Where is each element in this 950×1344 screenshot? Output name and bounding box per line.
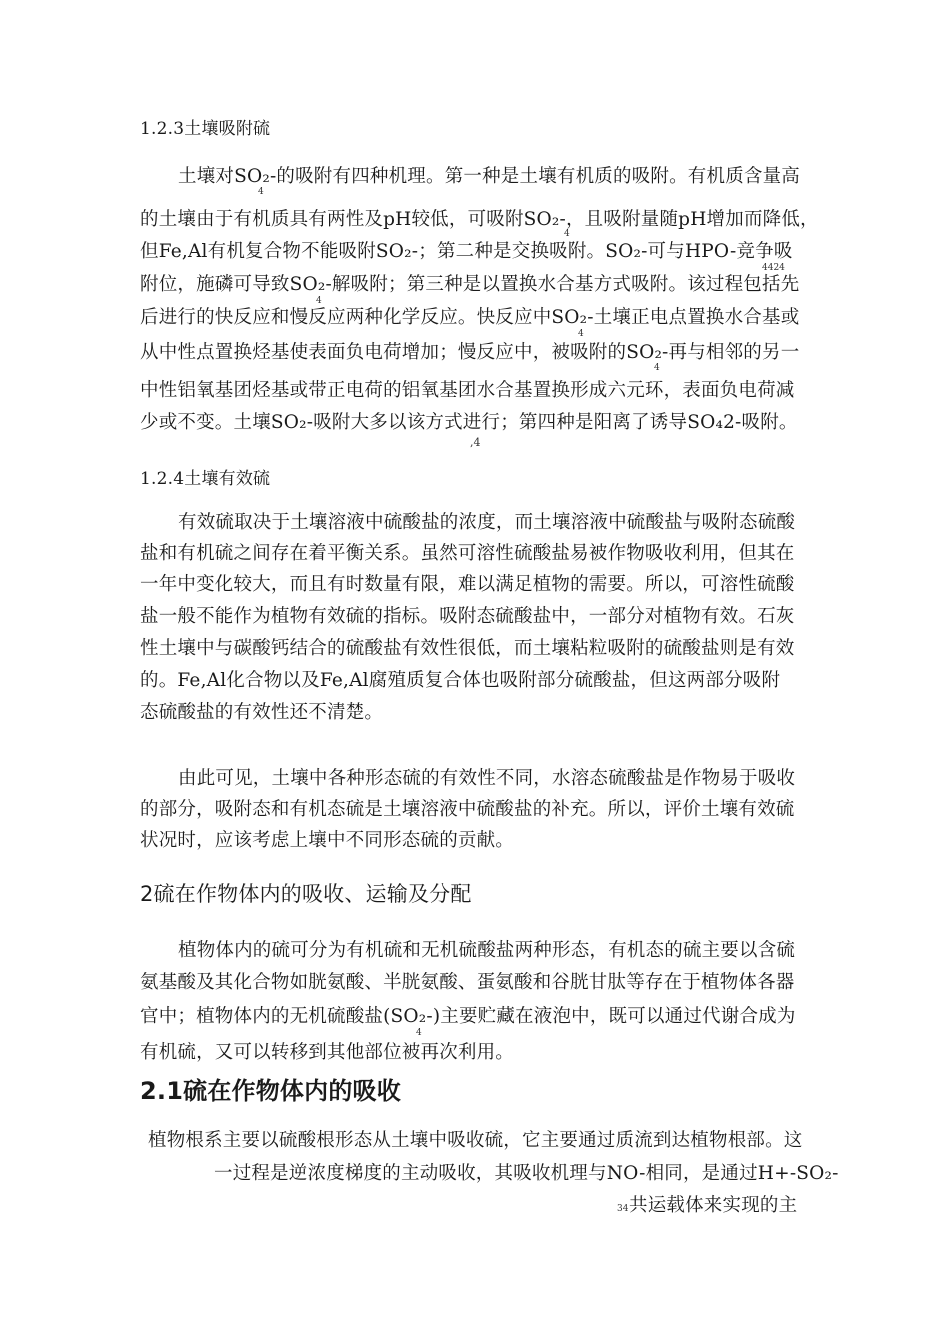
paragraph-line: 官中；植物体内的无机硫酸盐(SO₂-)主要贮藏在液泡中，既可以通过代谢合成为 [140, 1006, 796, 1027]
paragraph-line: 的部分，吸附态和有机态硫是土壤溶液中硫酸盐的补充。所以，评价土壤有效硫 [140, 799, 795, 820]
paragraph-line: 中性铝氧基团烃基或带正电荷的铝氧基团水合基置换形成六元环，表面负电荷减 [140, 380, 795, 401]
subscript: 4 [578, 329, 584, 339]
paragraph-line: 氨基酸及其化合物如胱氨酸、半胱氨酸、蛋氨酸和谷胱甘肽等存在于植物体各器 [140, 972, 795, 993]
subscript: 4 [258, 187, 264, 197]
paragraph-line: 态硫酸盐的有效性还不清楚。 [140, 702, 384, 723]
paragraph-line: 从中性点置换烃基使表面负电荷增加；慢反应中，被吸附的SO₂-再与相邻的另一 [140, 342, 800, 363]
paragraph-line: 植物体内的硫可分为有机硫和无机硫酸盐两种形态，有机态的硫主要以含硫 [178, 940, 796, 961]
paragraph-line: 的。Fe,Al化合物以及Fe,Al腐殖质复合体也吸附部分硫酸盐，但这两部分吸附 [140, 670, 781, 691]
subscript: 4 [654, 363, 660, 373]
paragraph-line: 附位，施磷可导致SO₂-解吸附；第三种是以置换水合基方式吸附。该过程包括先 [140, 274, 800, 295]
subscript: 4 [416, 1028, 422, 1038]
paragraph-line: 少或不变。土壤SO₂-吸附大多以该方式进行；第四种是阳离了诱导SO₄2-吸附。 [140, 412, 798, 433]
paragraph-line: 由此可见，土壤中各种形态硫的有效性不同，水溶态硫酸盐是作物易于吸收 [178, 768, 796, 789]
paragraph-line: 盐一般不能作为植物有效硫的指标。吸附态硫酸盐中，一部分对植物有效。石灰 [140, 606, 795, 627]
subscript: ,4 [470, 436, 481, 449]
subscript: 34 [617, 1204, 629, 1214]
section-heading-2: 2硫在作物体内的吸收、运输及分配 [140, 882, 472, 906]
section-heading-1-2-3: 1.2.3土壤吸附硫 [140, 119, 271, 139]
subscript: 4 [316, 296, 322, 306]
paragraph-line: 一年中变化较大，而且有时数量有限，难以满足植物的需要。所以，可溶性硫酸 [140, 574, 795, 595]
paragraph-line: 但Fe,Al有机复合物不能吸附SO₂-；第二种是交换吸附。SO₂-可与HPO-竞争吸 [140, 241, 793, 262]
paragraph-line: 有机硫，又可以转移到其他部位被再次利用。 [140, 1042, 515, 1063]
paragraph-line: 一过程是逆浓度梯度的主动吸收，其吸收机理与NO-相同，是通过H+-SO₂- [214, 1163, 839, 1184]
paragraph-line: 盐和有机硫之间存在着平衡关系。虽然可溶性硫酸盐易被作物吸收利用，但其在 [140, 543, 795, 564]
section-heading-2-1: 2.1硫在作物体内的吸收 [140, 1077, 401, 1105]
paragraph-line: 性土壤中与碳酸钙结合的硫酸盐有效性很低，而土壤粘粒吸附的硫酸盐则是有效 [140, 638, 795, 659]
paragraph-line: 的土壤由于有机质具有两性及pH较低，可吸附SO₂-，且吸附量随pH增加而降低， [140, 209, 819, 230]
paragraph-line: 共运载体来实现的主 [629, 1195, 798, 1216]
paragraph-line: 土壤对SO₂-的吸附有四种机理。第一种是土壤有机质的吸附。有机质含量高 [178, 166, 801, 187]
paragraph-line: 植物根系主要以硫酸根形态从土壤中吸收硫，它主要通过质流到达植物根部。这 [148, 1130, 803, 1151]
paragraph-line: 有效硫取决于土壤溶液中硫酸盐的浓度，而土壤溶液中硫酸盐与吸附态硫酸 [178, 512, 796, 533]
subscript: 4424 [762, 263, 785, 273]
section-heading-1-2-4: 1.2.4土壤有效硫 [140, 469, 271, 489]
paragraph-line: 状况时，应该考虑上壤中不同形态硫的贡献。 [140, 830, 515, 851]
subscript: 4 [564, 229, 570, 239]
paragraph-line: 后进行的快反应和慢反应两种化学反应。快反应中SO₂-土壤正电点置换水合基或 [140, 307, 800, 328]
